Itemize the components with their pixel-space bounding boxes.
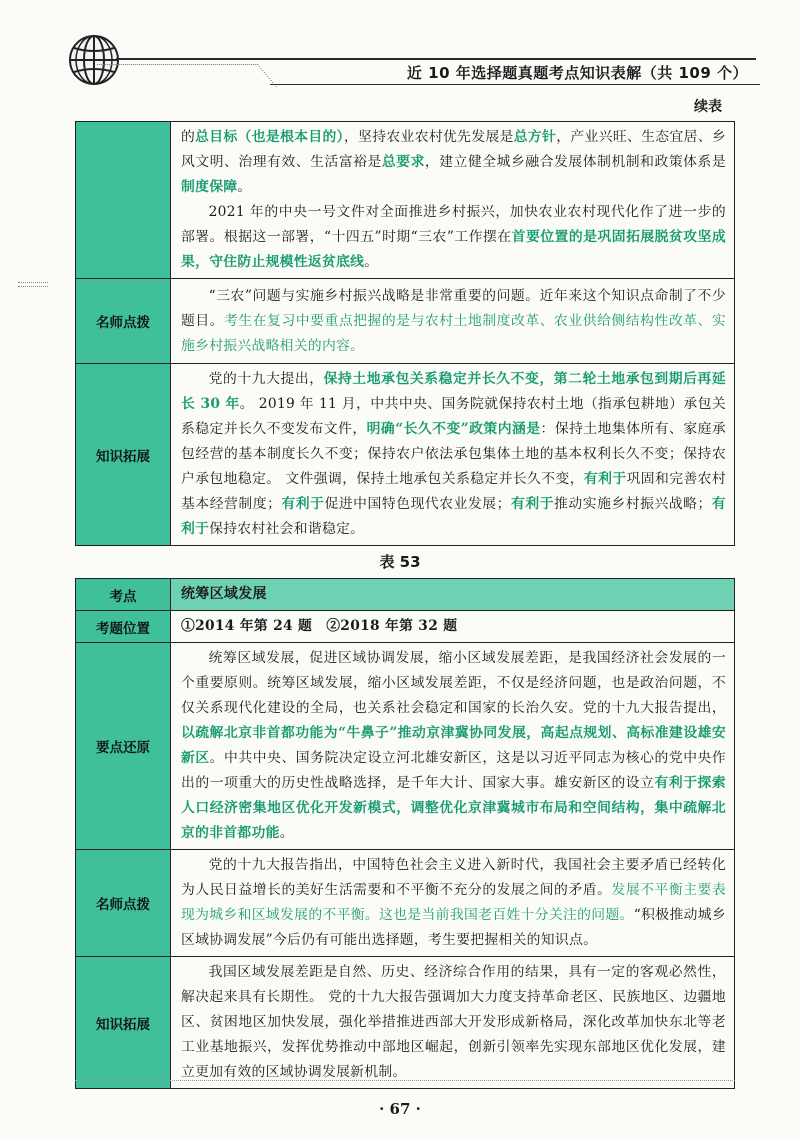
paragraph: 我国区域发展差距是自然、历史、经济综合作用的结果，具有一定的客观必然性，解决起来具有长期性。 党的十九大报告强调加大力度支持革命老区、民族地区、边疆地区、贫困地区加快发展，强化举措推进西部大开发形成新格局，深化改革加快东北等老工业基地振兴，发挥优势推动中部地区崛起，创新引领率先实现东部地区优化发展，建立更加有效的区域协调发展新机制。	[181, 964, 726, 1080]
row-label: 名师点拨	[76, 279, 171, 364]
table-52-continued	[75, 121, 735, 546]
footer-rule	[75, 1080, 735, 1081]
paragraph: 统筹区域发展，促进区域协调发展，缩小区域发展差距，是我国经济社会发展的一个重要原则。统筹区域发展，缩小区域发展差距，不仅是经济问题，也是政治问题，不仅关系现代化建设的全局，也关系社会稳定和国家的长治久安。党的十九大报告提出，以疏解北京非首都功能为“牛鼻子”推动京津冀协同发展，高起点规划、高标准建设雄安新区。中共中央、国务院决定设立河北雄安新区，这是以习近平同志为核心的党中央作出的一项重大的历史性战略选择，是千年大计、国家大事。雄安新区的设立有利于探索人口经济密集地区优化开发新模式，调整优化京津冀城市布局和空间结构，集中疏解北京的非首都功能。	[181, 650, 726, 841]
header-rule	[116, 58, 756, 60]
row-content	[171, 850, 735, 957]
paragraph: 的总目标（也是根本目的），坚持农业农村优先发展是总方针，产业兴旺、生态宜居、乡风文明、治理有效、生活富裕是总要求，建立健全城乡融合发展体制机制和政策体系是制度保障。	[181, 129, 726, 195]
row-content	[171, 643, 735, 850]
row-label	[76, 122, 171, 279]
header-dotted-shape	[97, 64, 277, 87]
header-underline	[270, 84, 760, 85]
table-row	[76, 957, 735, 1089]
margin-mark	[18, 282, 48, 287]
table-53	[75, 578, 735, 1089]
row-label: 考点	[76, 579, 171, 611]
page-header	[0, 0, 800, 100]
table-row	[76, 643, 735, 850]
table-row	[76, 611, 735, 643]
table-row	[76, 364, 735, 546]
row-content: 统筹区域发展	[171, 579, 735, 611]
paragraph: “三农”问题与实施乡村振兴战略是非常重要的问题。近年来这个知识点命制了不少题目。考生在复习中要重点把握的是与农村土地制度改革、农业供给侧结构性改革、实施乡村振兴战略相关的内容。	[181, 287, 726, 354]
table-row	[76, 122, 735, 279]
table-row	[76, 850, 735, 957]
book-title: 近 10 年选择题真题考点知识表解（共 109 个）	[406, 64, 748, 82]
row-label: 名师点拨	[76, 850, 171, 957]
paragraph: 党的十九大提出，保持土地承包关系稳定并长久不变，第二轮土地承包到期后再延长 30 年。 2019 年 11 月，中共中央、国务院就保持农村土地（指承包耕地）承包关系稳定并长久不变发布文件，明确“长久不变”政策内涵是：保持土地集体所有、家庭承包经营的基本制度长久不变；保持农户依法承包集体土地的基本权利长久不变；保持农户承包地稳定。 文件强调，保持土地承包关系稳定并长久不变，有利于巩固和完善农村基本经营制度；有利于促进中国特色现代农业发展；有利于推动实施乡村振兴战略；有利于保持农村社会和谐稳定。	[181, 371, 726, 537]
row-label: 要点还原	[76, 643, 171, 850]
row-label: 考题位置	[76, 611, 171, 643]
row-content: ①2014 年第 24 题 ②2018 年第 32 题	[171, 611, 735, 643]
table-row	[76, 579, 735, 611]
row-content	[171, 122, 735, 279]
row-content	[171, 279, 735, 364]
row-label: 知识拓展	[76, 364, 171, 546]
row-label: 知识拓展	[76, 957, 171, 1089]
table-row	[76, 279, 735, 364]
row-content	[171, 364, 735, 546]
row-content	[171, 957, 735, 1089]
paragraph: 党的十九大报告指出，中国特色社会主义进入新时代，我国社会主要矛盾已经转化为人民日益增长的美好生活需要和不平衡不充分的发展之间的矛盾。发展不平衡主要表现为城乡和区域发展的不平衡。这也是当前我国老百姓十分关注的问题。“积极推动城乡区域协调发展”今后仍有可能出选择题，考生要把握相关的知识点。	[181, 857, 727, 948]
table-caption: 表 53	[379, 553, 421, 571]
paragraph: 2021 年的中央一号文件对全面推进乡村振兴，加快农业农村现代化作了进一步的部署。根据这一部署，“十四五”时期“三农”工作摆在首要位置的是巩固拓展脱贫攻坚成果，守住防止规模性返贫底线。	[181, 204, 726, 270]
page-number: · 67 ·	[379, 1100, 421, 1118]
continued-label: 续表	[694, 99, 722, 115]
